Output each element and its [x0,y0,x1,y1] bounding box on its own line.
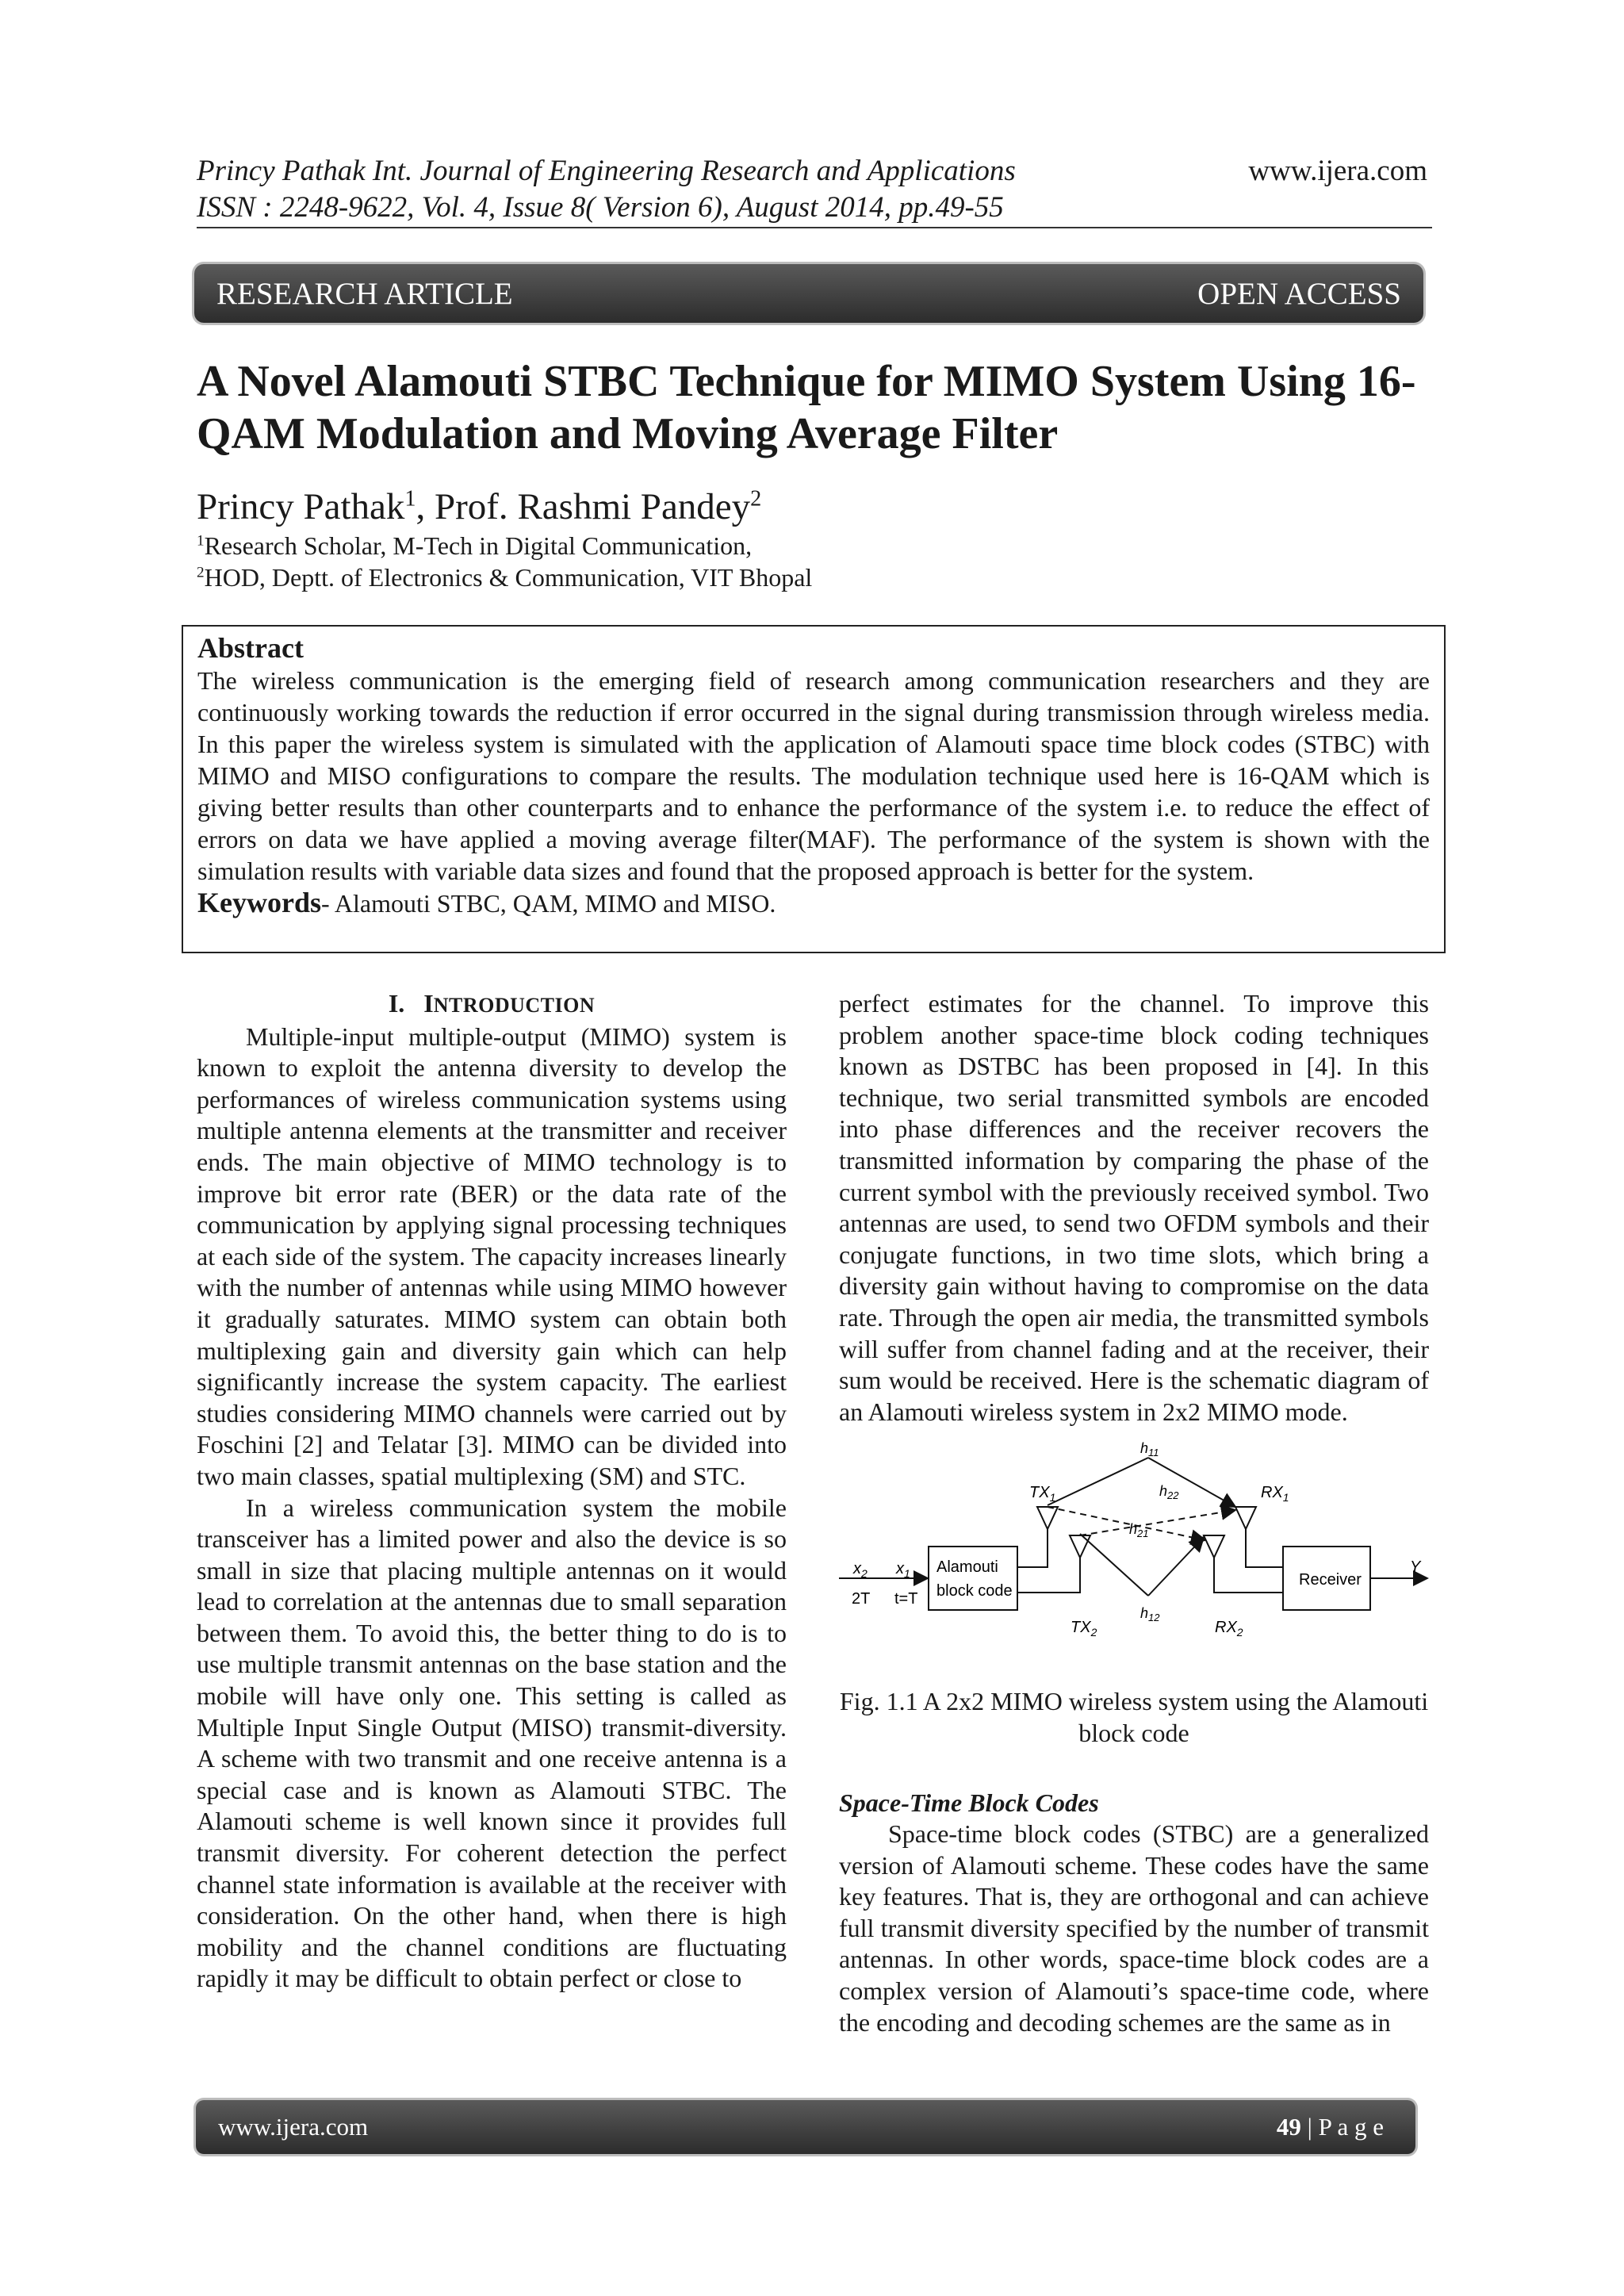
encoder-label-line1: Alamouti [936,1558,998,1577]
stbc-paragraph: Space-time block codes (STBC) are a generalized version of Alamouti scheme. These codes have the same key features. That is, they are orthogonal and can achieve full transmit diversity specified by the number of transmit antennas. In other words, space-time block codes are a complex version of Alamouti’s space-time code, where the encoding and decoding schemes are the same as in [839,1819,1429,2037]
h12-path-b [1148,1537,1204,1596]
rx2-antenna-icon [1204,1535,1224,1558]
keywords-line [197,887,1430,919]
output-y-label: Y [1410,1558,1421,1577]
keywords-text: - Alamouti STBC, QAM, MIMO and MISO. [321,889,776,918]
rx2-label: $RX_2$ [1215,1619,1243,1639]
tx1-label: $TX_1$ [1029,1484,1056,1504]
stbc-heading: Space-Time Block Codes [839,1788,1099,1817]
article-type-banner [194,264,1423,323]
right-column [839,988,1429,2038]
page-label: | P a g e [1307,2113,1384,2141]
receiver-label: Receiver [1299,1571,1362,1589]
affiliation-1-text: Research Scholar, M-Tech in Digital Communication, [204,531,753,560]
alamouti-encoder-box [929,1547,1017,1610]
h21-label: $h_{21}$ [1129,1521,1149,1540]
section-heading-introduction [197,988,787,1022]
time-2t-label: 2T [852,1590,871,1608]
h11-path-a [1048,1458,1148,1505]
page-number: 49 [1276,2113,1301,2141]
author-line [197,485,761,528]
h11-label: $h_{11}$ [1140,1442,1159,1459]
author-2: Rashmi Pandey [517,486,751,527]
affiliation-2-text: HOD, Deptt. of Electronics & Communication, VIT Bhopal [204,563,813,592]
mimo-figure [839,1442,1429,1680]
tx2-antenna-icon [1070,1535,1090,1558]
research-article-label: RESEARCH ARTICLE [216,276,513,311]
figure-caption: Fig. 1.1 A 2x2 MIMO wireless system using the Alamouti block code [839,1687,1429,1747]
intro-paragraph-1: Multiple-input multiple-output (MIMO) system is known to exploit the antenna diversity to develop the performances of wireless communication systems using multiple antenna elements at the transmitter and receiver ends. The main objective of MIMO technology is to improve bit error rate (BER) or the data rate of the communication by applying signal processing techniques at each side of the system. The capacity increases linearly with the number of antennas while using MIMO however it gradually saturates. MIMO system can obtain both multiplexing gain and diversity gain which can help significantly increase the system capacity. The earliest studies considering MIMO channels were carried out by Foschini [2] and Telatar [3]. MIMO can be divided into two main classes, spatial multiplexing (SM) and STC. [197,1022,787,1490]
h22-label: $h_{22}$ [1159,1483,1179,1502]
paper-title: A Novel Alamouti STBC Technique for MIMO System Using 16-QAM Modulation and Moving Average Filter [197,357,1416,458]
affiliation-1-mark: 1 [197,532,205,550]
tx1-antenna-icon [1037,1507,1058,1529]
intro-paragraph-2: In a wireless communication system the mobile transceiver has a limited power and also the device is so small in size that placing multiple antennas on it would lead to correlation at the antennas due to small separation between them. To avoid this, the better thing to do is to use multiple transmit antennas on the base station and the mobile will have only one. This setting is called as Multiple Input Single Output (MISO) transmit-diversity. A scheme with two transmit and one receive antenna is a special case and is known as Alamouti STBC. The Alamouti scheme is well known since it provides full transmit diversity. For coherent detection the perfect channel state information is available at the receiver with consideration. On the other hand, when there is high mobility and the channel conditions are fluctuating rapidly it may be difficult to obtain perfect or close to [197,1493,787,1993]
footer-url[interactable]: www.ijera.com [218,2113,369,2141]
h12-label: $h_{12}$ [1140,1605,1160,1624]
tx1-feed-line [1017,1529,1048,1567]
h12-path-a [1080,1534,1148,1596]
abstract-box [182,625,1446,953]
mimo-diagram [839,1442,1429,1680]
author-1-mark: 1 [404,486,416,512]
section-initial: I [423,989,434,1018]
rx1-label: $RX_1$ [1261,1484,1289,1504]
time-t-label: t=T [894,1590,918,1608]
author-2-mark: 2 [750,486,762,512]
abstract-text: The wireless communication is the emerging field of research among communication researchers and they are continuously working towards the reduction if error occurred in the signal during transmission through wireless media. In this paper the wireless system is simulated with the application of Alamouti space time block codes (STBC) with MIMO and MISO configurations to compare the results. The modulation technique used here is 16-QAM which is giving better results than other counterparts and to enhance the performance of the system i.e. to reduce the effect of errors on data we have applied a moving average filter(MAF). The performance of the system is shown with the simulation results with variable data sizes and found that the proposed approach is better for the system. [197,666,1430,885]
affiliation-2-mark: 2 [197,564,205,581]
input-x1-label: $x_1$ [896,1560,910,1581]
journal-url[interactable]: www.ijera.com [1248,155,1427,187]
rx1-feed-line [1246,1529,1283,1567]
issn-line: ISSN : 2248-9622, Vol. 4, Issue 8( Version 6), August 2014, pp.49-55 [197,191,1004,224]
author-separator: , Prof. [416,486,518,527]
journal-header [197,153,1427,226]
encoder-label-line2: block code [936,1582,1013,1600]
rx2-feed-line [1214,1558,1283,1593]
h11-path-b [1148,1458,1235,1507]
h22-path [1080,1510,1235,1535]
header-rule [197,227,1432,228]
intro-paragraph-3: perfect estimates for the channel. To improve this problem another space-time block coding techniques known as DSTBC has been proposed in [4]. In this technique, two serial transmitted symbols are encoded into phase differences and the receiver recovers the transmitted information by comparing the phase of the current symbol with the previously received symbol. Two antennas are used, to send two OFDM symbols and their conjugate functions, in two time slots, which bring a diversity gain without having to compromise on the data rate. Through the open air media, the transmitted symbols will suffer from channel fading and at the receiver, their sum would be received. Here is the schematic diagram of an Alamouti wireless system in 2x2 MIMO mode. [839,989,1429,1426]
journal-citation-line: Princy Pathak Int. Journal of Engineering Research and Applications [197,155,1016,187]
abstract-heading: Abstract [197,632,304,664]
input-x2-label: $x_2$ [853,1560,868,1581]
rx1-antenna-icon [1235,1507,1256,1529]
author-1: Princy Pathak [197,486,405,527]
page-number-block [1277,2113,1384,2141]
section-title-rest: NTRODUCTION [433,994,596,1017]
tx2-feed-line [1017,1558,1080,1593]
page-footer [196,2100,1415,2154]
affiliation-1 [197,531,752,561]
section-number: I. [388,989,405,1018]
tx2-label: $TX_2$ [1071,1619,1097,1639]
keywords-label: Keywords [197,887,321,918]
left-column [197,988,787,1995]
open-access-label: OPEN ACCESS [1197,276,1401,311]
affiliation-2 [197,563,812,592]
